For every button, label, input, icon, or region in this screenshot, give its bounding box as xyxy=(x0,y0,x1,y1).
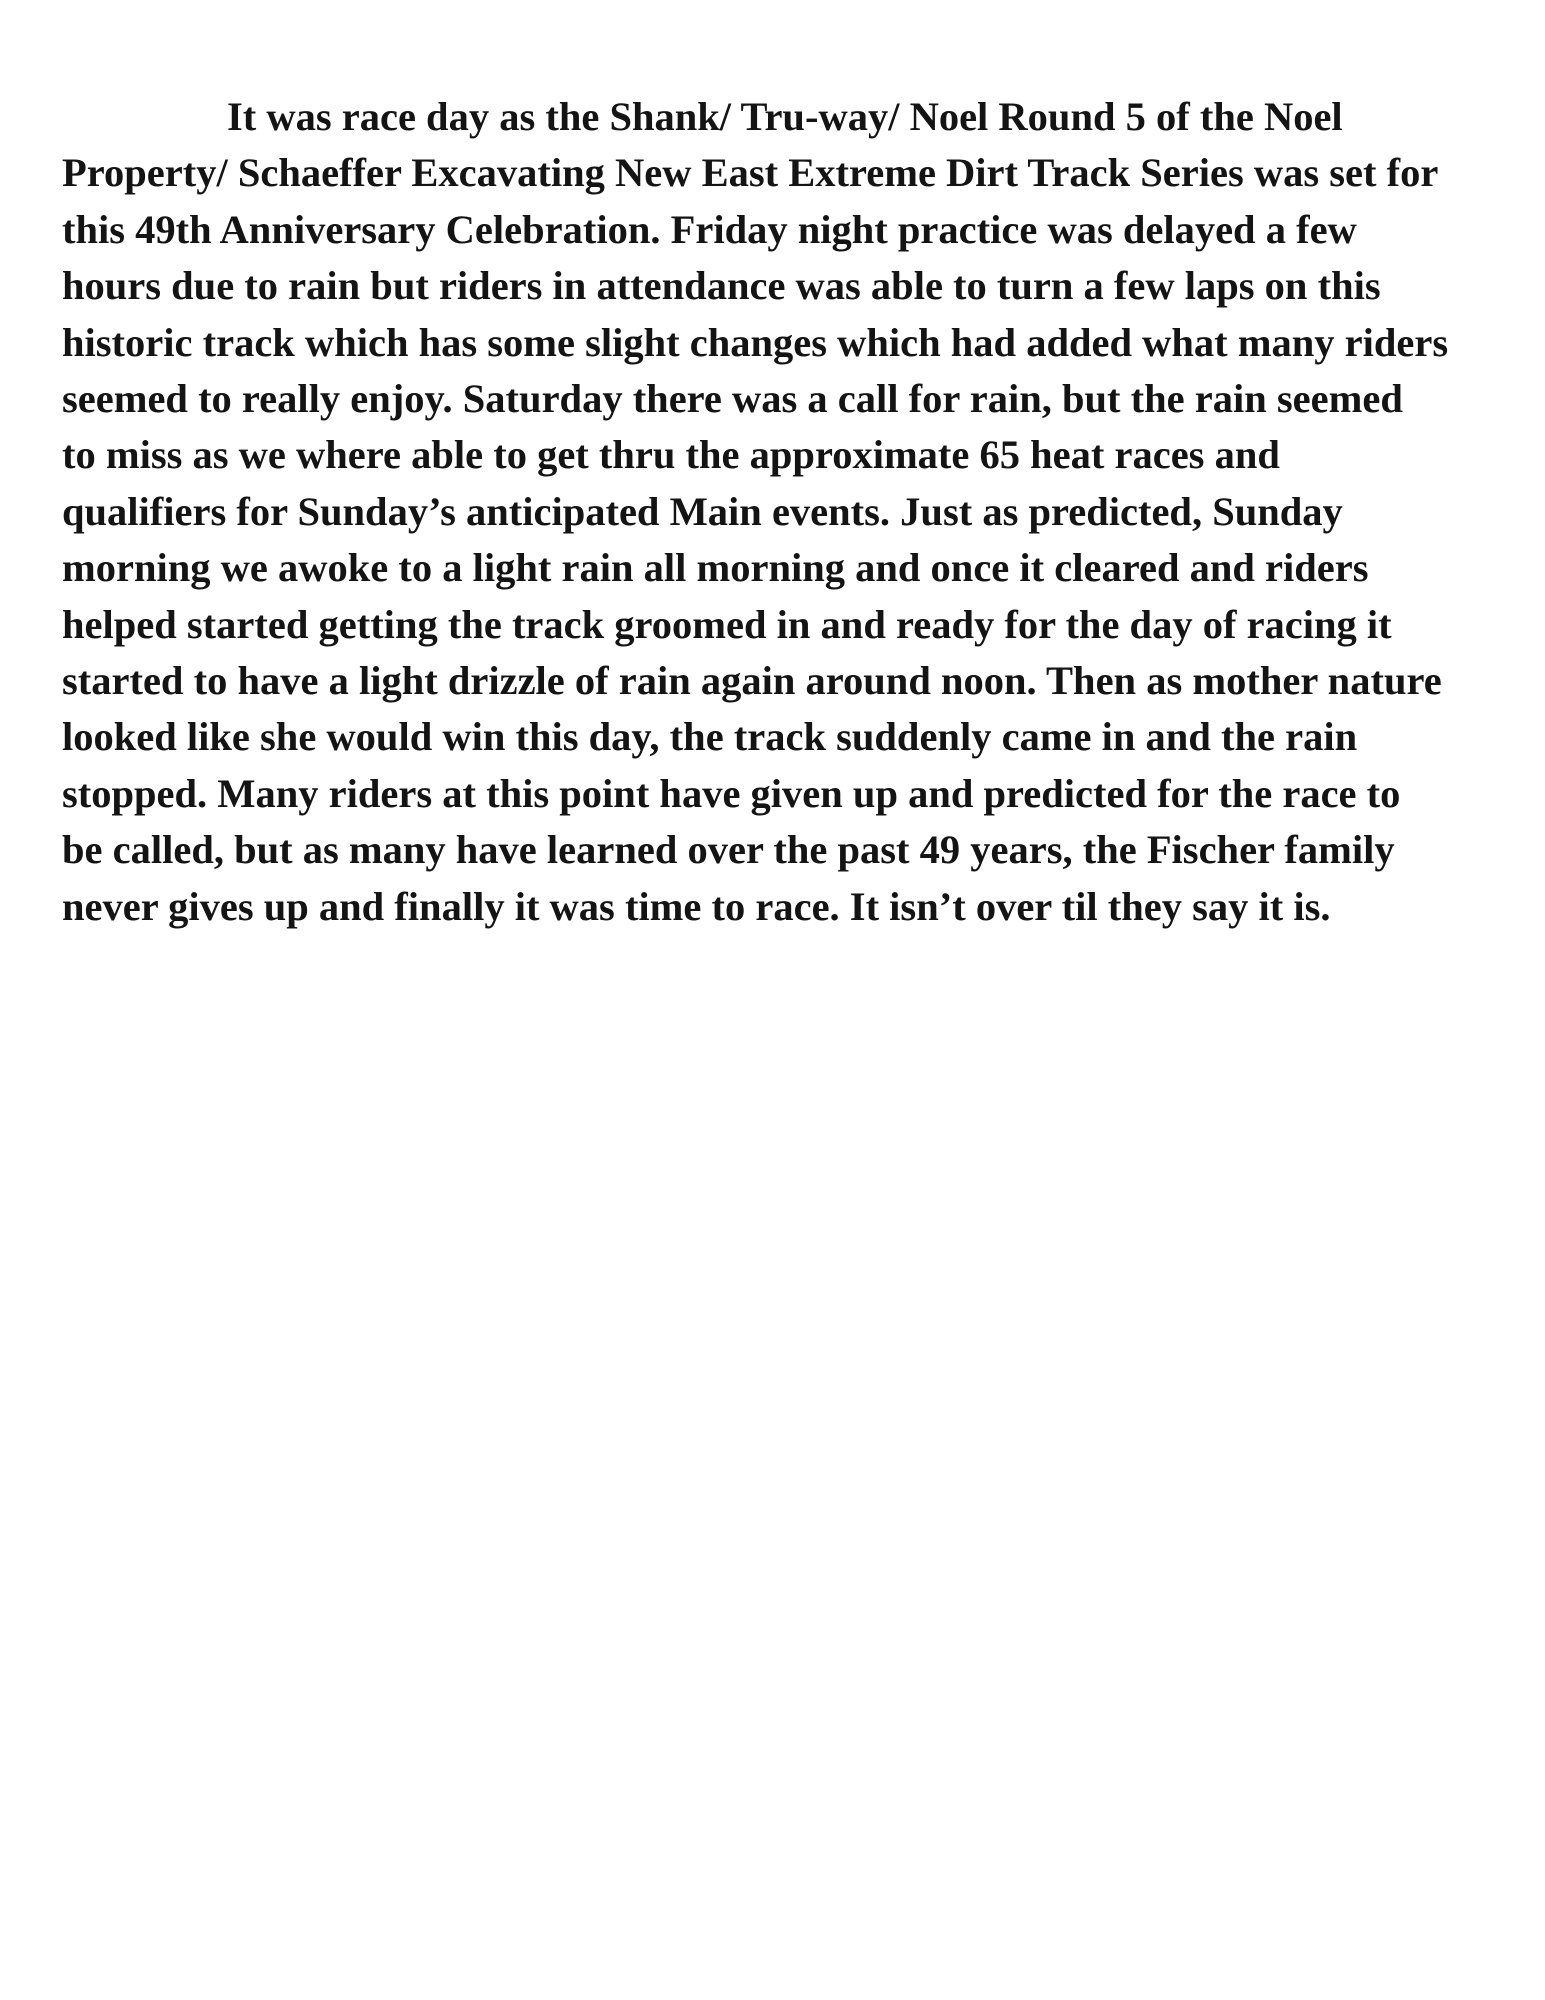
paragraph-line: be called, but as many have learned over the past 49 years, the Fischer family xyxy=(62,827,1395,873)
paragraph-line: stopped. Many riders at this point have given up and predicted for the race to xyxy=(62,770,1401,816)
body-paragraph xyxy=(62,89,1502,935)
paragraph-line: looked like she would win this day, the track suddenly came in and the rain xyxy=(62,714,1358,760)
paragraph-line: never gives up and finally it was time to race. It isn’t over til they say it is. xyxy=(62,883,1331,929)
paragraph-line: historic track which has some slight changes which had added what many riders xyxy=(62,319,1449,365)
paragraph-line: this 49th Anniversary Celebration. Friday night practice was delayed a few xyxy=(62,206,1357,252)
paragraph-line: Property/ Schaeffer Excavating New East Extreme Dirt Track Series was set for xyxy=(62,150,1439,196)
paragraph-line: to miss as we where able to get thru the approximate 65 heat races and xyxy=(62,432,1280,478)
paragraph-line: morning we awoke to a light rain all morning and once it cleared and riders xyxy=(62,545,1369,591)
paragraph-line: It was race day as the Shank/ Tru-way/ Noel Round 5 of the Noel xyxy=(227,94,1343,139)
paragraph-line: seemed to really enjoy. Saturday there was a call for rain, but the rain seemed xyxy=(62,376,1403,422)
paragraph-line: qualifiers for Sunday’s anticipated Main events. Just as predicted, Sunday xyxy=(62,488,1343,534)
paragraph-line: helped started getting the track groomed in and ready for the day of racing it xyxy=(62,601,1392,647)
paragraph-line: hours due to rain but riders in attendance was able to turn a few laps on this xyxy=(62,263,1381,309)
paragraph-line: started to have a light drizzle of rain again around noon. Then as mother nature xyxy=(62,658,1442,704)
